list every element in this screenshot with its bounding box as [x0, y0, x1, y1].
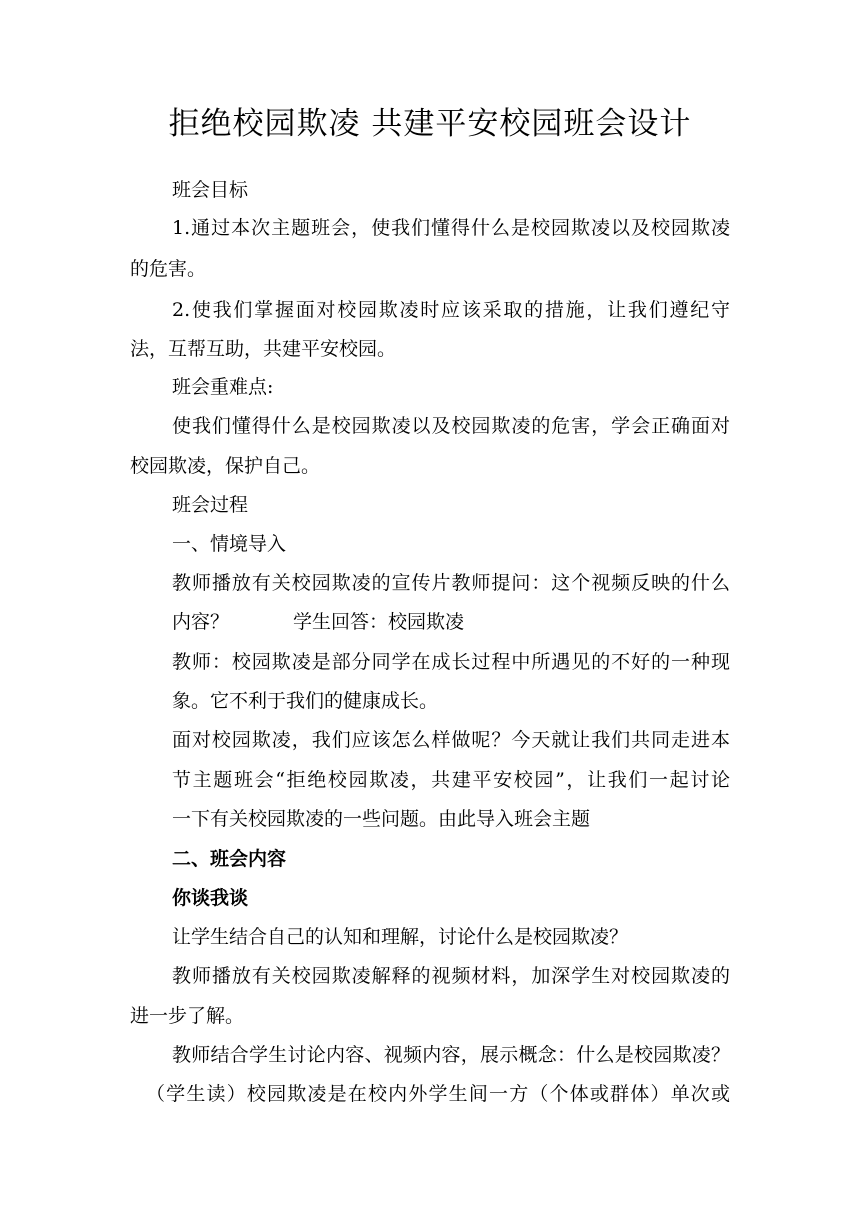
concept-line-1: 教师结合学生讨论内容、视频内容，展示概念：什么是校园欺凌？	[172, 1044, 730, 1066]
section-heading-key-points: 班会重难点:	[172, 376, 274, 398]
intro-answer-text: 学生回答：校园欺凌	[293, 611, 465, 633]
intro-line-2	[172, 608, 730, 636]
goal-2-line-1: 2.使我们掌握面对校园欺凌时应该采取的措施，让我们遵纪守	[172, 299, 730, 321]
key-points-line-1: 使我们懂得什么是校园欺凌以及校园欺凌的危害，学会正确面对	[172, 415, 730, 437]
lead-in-line-1: 面对校园欺凌，我们应该怎么样做呢？今天就让我们共同走进本	[172, 729, 730, 751]
lead-in-line-2: 节主题班会“拒绝校园欺凌，共建平安校园”，让我们一起讨论	[172, 769, 730, 791]
activity-heading-discussion: 你谈我谈	[172, 887, 249, 909]
teacher-line-1: 教师：校园欺凌是部分同学在成长过程中所遇见的不好的一种现	[172, 651, 730, 673]
subsection-heading-intro: 一、情境导入	[172, 533, 287, 555]
document-title: 拒绝校园欺凌 共建平安校园班会设计	[168, 106, 692, 142]
section-heading-goals: 班会目标	[172, 179, 249, 201]
teacher-line-2: 象。它不利于我们的健康成长。	[172, 690, 439, 712]
subsection-heading-content: 二、班会内容	[172, 848, 287, 870]
key-points-line-2: 校园欺凌，保护自己。	[130, 455, 321, 477]
goal-1-line-1: 1.通过本次主题班会，使我们懂得什么是校园欺凌以及校园欺凌	[172, 217, 730, 239]
video-line-1: 教师播放有关校园欺凌解释的视频材料，加深学生对校园欺凌的	[172, 965, 730, 987]
intro-line-1: 教师播放有关校园欺凌的宣传片教师提问：这个视频反映的什么	[172, 572, 730, 594]
lead-in-line-3: 一下有关校园欺凌的一些问题。由此导入班会主题	[172, 808, 591, 830]
intro-question-text: 内容？	[172, 611, 230, 633]
section-heading-process: 班会过程	[172, 494, 249, 516]
goal-1-line-2: 的危害。	[130, 258, 207, 280]
goal-2-line-2: 法，互帮互助，共建平安校园。	[130, 338, 397, 360]
video-line-2: 进一步了解。	[130, 1005, 245, 1027]
discussion-line-1: 让学生结合自己的认知和理解，讨论什么是校园欺凌？	[172, 926, 629, 948]
definition-line-1: （学生读）校园欺凌是在校内外学生间一方（个体或群体）单次或	[146, 1083, 730, 1105]
